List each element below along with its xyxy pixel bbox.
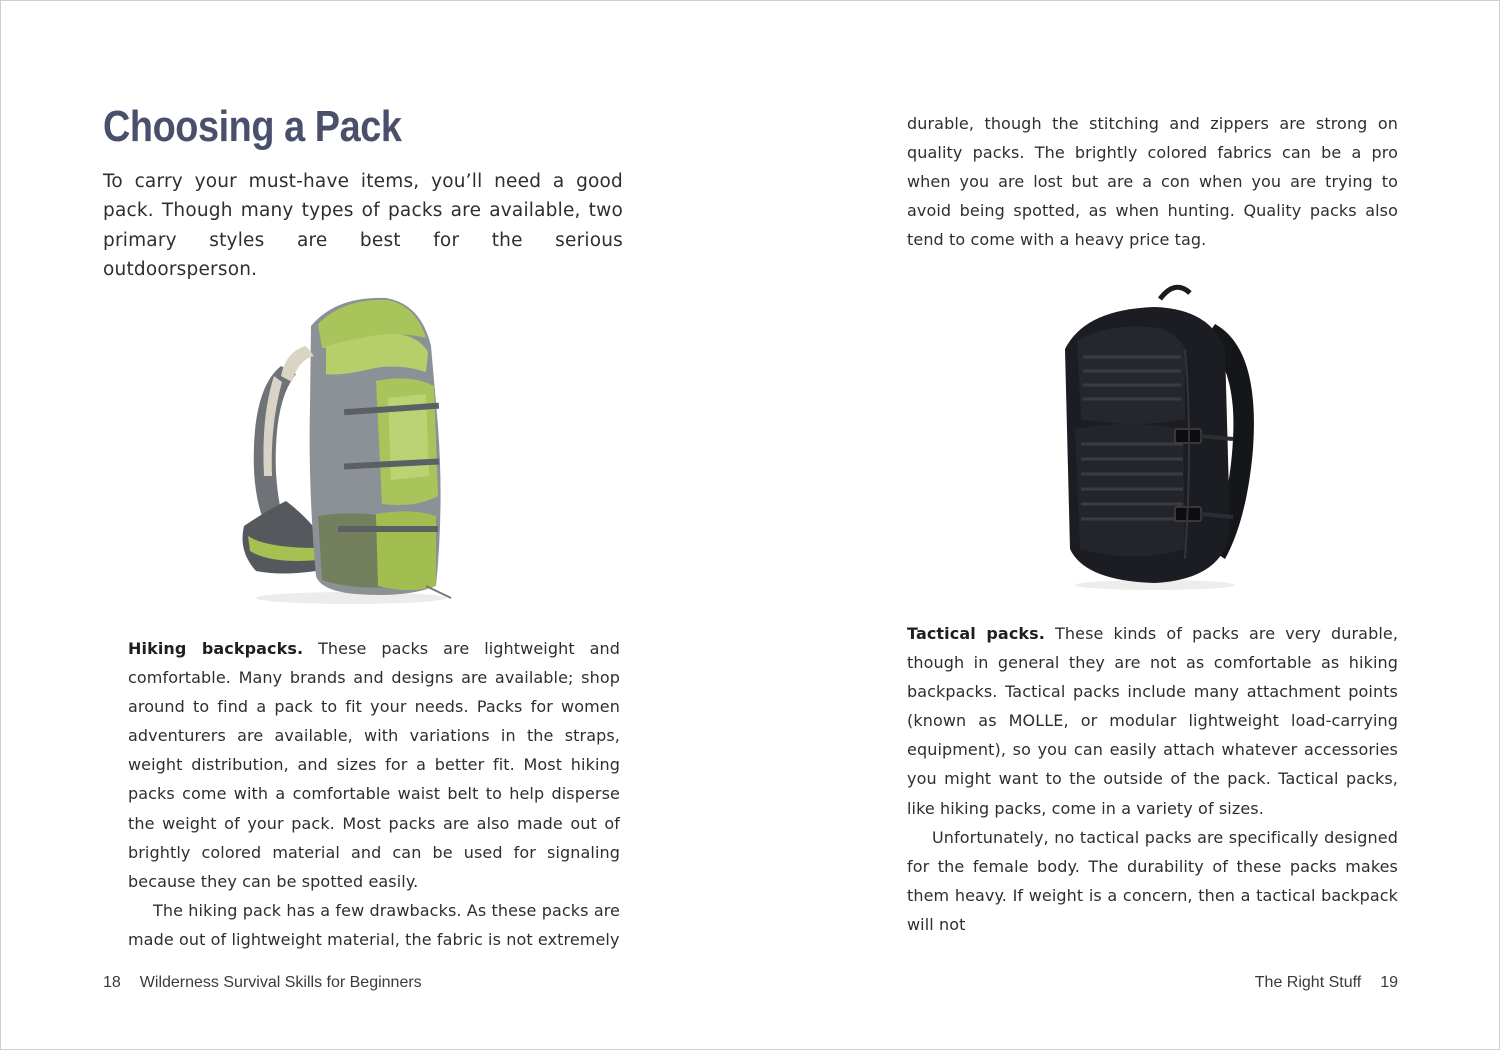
hiking-paragraph-2: The hiking pack has a few drawbacks. As these packs are made out of lightweight material, the fabric is not extremely <box>128 900 620 949</box>
tactical-heading: Tactical packs. <box>907 624 1045 643</box>
right-footer <box>1255 971 1398 995</box>
left-footer <box>103 971 422 995</box>
continued-paragraph: durable, though the stitching and zippers are strong on quality packs. The brightly colored fabrics can be a pro when you are lost but are a con when you are trying to avoid being spotted, as when hunting. Quality packs also tend to come with a heavy price tag. <box>907 114 1398 250</box>
tactical-paragraph-2: Unfortunately, no tactical packs are specifically designed for the female body. The durability of these packs makes them heavy. If weight is a concern, then a tactical backpack will not <box>907 827 1398 934</box>
running-head: The Right Stuff <box>1254 974 1362 991</box>
hiking-backpack-image <box>226 286 476 611</box>
right-page <box>750 1 1499 1049</box>
intro-paragraph: To carry your must-have items, you’ll need a good pack. Though many types of packs are available, two primary styles are best for the serious outdoorsperson. <box>103 171 623 280</box>
tactical-backpack-image <box>1025 279 1275 599</box>
tactical-paragraph-1 <box>907 619 1398 823</box>
hiking-text-1: These packs are lightweight and comfortable. Many brands and designs are available; shop around to find a pack to fit your needs. Packs for women adventurers are available, with variations in the straps, weight distribution, and sizes for a better fit. Most hiking packs come with a comfortable waist belt to help disperse the weight of your pack. Most packs are also made out of brightly colored material and can be used for signaling because they can be spotted easily. <box>128 639 620 891</box>
page-title: Choosing a Pack <box>103 102 402 151</box>
tactical-section <box>907 619 1398 939</box>
hiking-paragraph-1 <box>128 634 620 896</box>
hiking-section <box>128 634 620 954</box>
left-page <box>1 1 750 1049</box>
tactical-text-1: These kinds of packs are very durable, though in general they are not as comfortable as hiking backpacks. Tactical packs include many attachment points (known as MOLLE, or modular lightweight load-carrying equipment), so you can easily attach whatever accessories you might want to the outside of the pack. Tactical packs, like hiking packs, come in a variety of sizes. <box>907 624 1399 818</box>
page-number: 19 <box>1380 974 1398 991</box>
page-number: 18 <box>103 974 121 991</box>
hiking-heading: Hiking backpacks. <box>128 639 304 658</box>
running-head: Wilderness Survival Skills for Beginners <box>139 974 422 991</box>
